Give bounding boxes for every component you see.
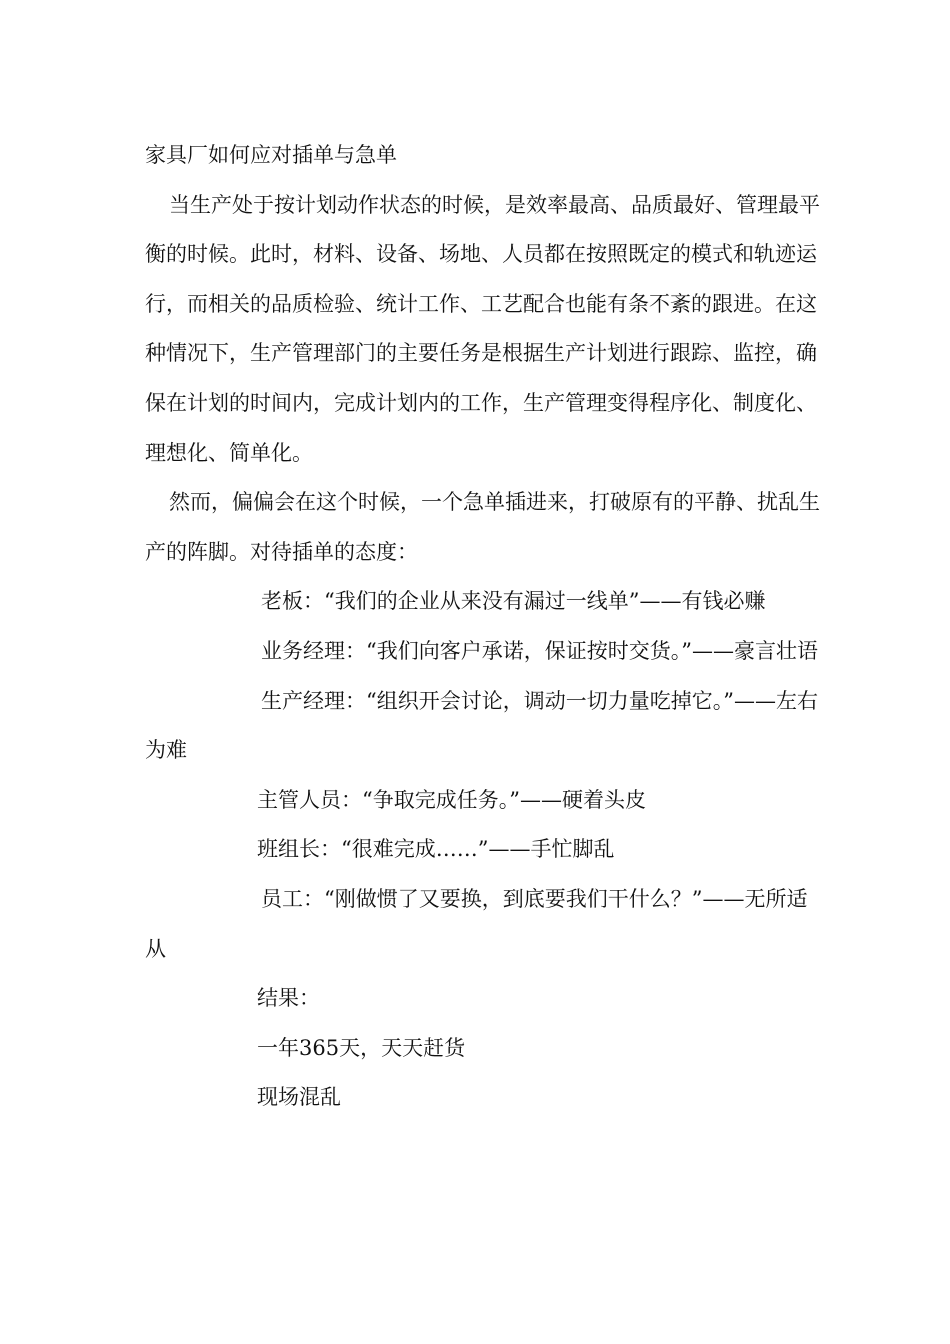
document-body — [145, 131, 825, 1123]
result-item: 一年365天，天天赶货 — [257, 1035, 466, 1060]
attitude-supervisor: 主管人员：“争取完成任务。”——硬着头皮 — [257, 787, 646, 812]
attitude-production-manager: 生产经理：“组织开会讨论，调动一切力量吃掉它。”——左右为难 — [145, 688, 818, 763]
results-label: 结果： — [257, 986, 320, 1011]
attitude-team-leader: 班组长：“很难完成……”——手忙脚乱 — [257, 837, 615, 862]
document-title: 家具厂如何应对插单与急单 — [145, 143, 397, 167]
attitude-employee: 员工：“刚做惯了又要换，到底要我们干什么？”——无所适从 — [145, 886, 808, 961]
result-item: 现场混乱 — [257, 1085, 341, 1110]
attitude-business-manager: 业务经理：“我们向客户承诺，保证按时交货。”——豪言壮语 — [261, 638, 818, 663]
paragraph-production-plan: 当生产处于按计划动作状态的时候，是效率最高、品质最好、管理最平衡的时候。此时，材料、设备、场地、人员都在按照既定的模式和轨迹运行，而相关的品质检验、统计工作、工艺配合也能有条不紊的跟进。在这种情况下，生产管理部门的主要任务是根据生产计划进行跟踪、监控，确保在计划的时间内，完成计划内的工作，生产管理变得程序化、制度化、理想化、简单化。 — [145, 192, 820, 465]
paragraph-rush-order: 然而，偏偏会在这个时候，一个急单插进来，打破原有的平静、扰乱生产的阵脚。对待插单的态度： — [145, 490, 820, 564]
attitude-boss: 老板：“我们的企业从来没有漏过一线单”——有钱必赚 — [261, 589, 766, 614]
